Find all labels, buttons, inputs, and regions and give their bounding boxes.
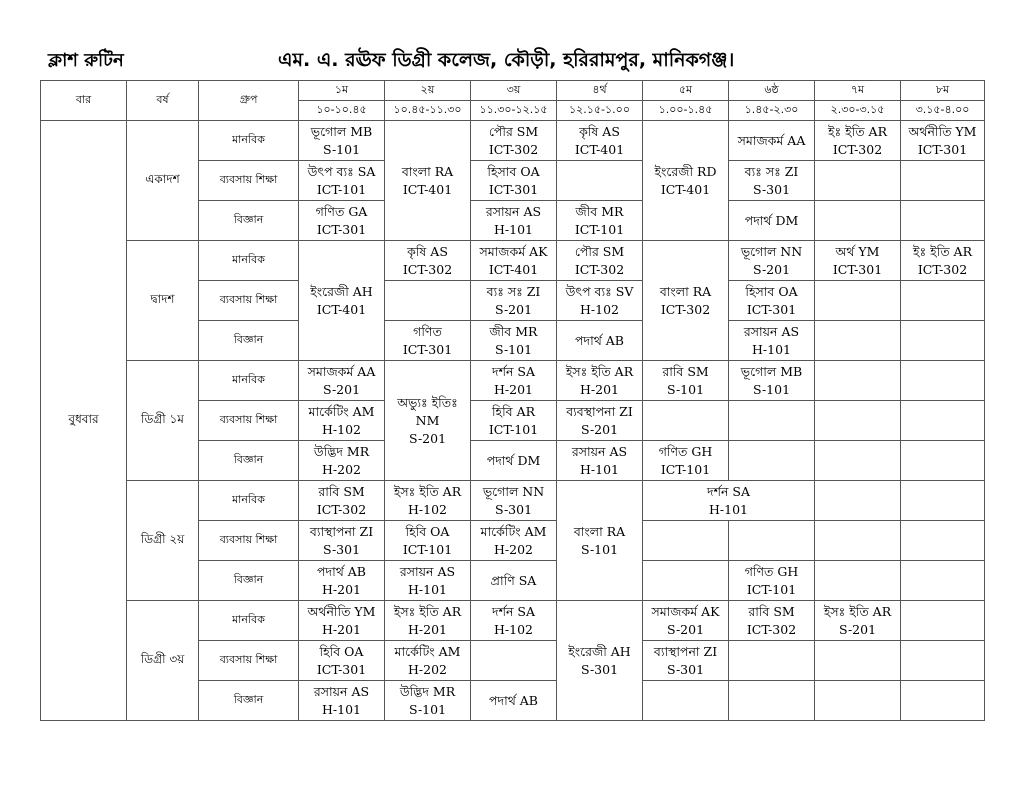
class-cell bbox=[729, 441, 815, 481]
class-cell: রসায়ন AS H-101 bbox=[471, 201, 557, 241]
class-cell: হিবি AR ICT-101 bbox=[471, 401, 557, 441]
group-label: মানবিক bbox=[199, 481, 299, 521]
class-cell: ব্যঃ সঃ ZI S-201 bbox=[471, 281, 557, 321]
class-cell bbox=[471, 641, 557, 681]
class-cell: পদার্থ AB bbox=[557, 321, 643, 361]
period-name: ৩য় bbox=[471, 81, 557, 101]
class-cell bbox=[643, 521, 729, 561]
period-name: ৭ম bbox=[815, 81, 901, 101]
class-cell: ভূগোল MB S-101 bbox=[729, 361, 815, 401]
period-time: ১.৪৫-২.৩০ bbox=[729, 101, 815, 121]
class-cell: রসায়ন AS H-101 bbox=[557, 441, 643, 481]
class-cell: পৌর SM ICT-302 bbox=[471, 121, 557, 161]
group-label: ব্যবসায় শিক্ষা bbox=[199, 521, 299, 561]
day-label: বুধবার bbox=[41, 121, 127, 721]
class-cell: ইসঃ ইতি AR H-201 bbox=[557, 361, 643, 401]
group-label: মানবিক bbox=[199, 601, 299, 641]
class-cell bbox=[815, 281, 901, 321]
period-name: ৬ষ্ঠ bbox=[729, 81, 815, 101]
group-label: মানবিক bbox=[199, 241, 299, 281]
period-time: ১০.৪৫-১১.৩০ bbox=[385, 101, 471, 121]
class-cell: হিবি OA ICT-101 bbox=[385, 521, 471, 561]
period-time: ২.৩০-৩.১৫ bbox=[815, 101, 901, 121]
class-cell: কৃষি AS ICT-401 bbox=[557, 121, 643, 161]
class-cell: রাবি SM ICT-302 bbox=[729, 601, 815, 641]
class-cell bbox=[815, 161, 901, 201]
class-cell bbox=[643, 681, 729, 721]
class-cell: ভূগোল NN S-201 bbox=[729, 241, 815, 281]
class-cell: অভ্যুঃ ইতিঃ NM S-201 bbox=[385, 361, 471, 481]
class-cell bbox=[815, 441, 901, 481]
class-cell: ইসঃ ইতি AR S-201 bbox=[815, 601, 901, 641]
class-cell: ব্যাস্থাপনা ZI S-301 bbox=[299, 521, 385, 561]
year-label: একাদশ bbox=[127, 121, 199, 241]
class-cell: ভূগোল MB S-101 bbox=[299, 121, 385, 161]
class-cell bbox=[815, 321, 901, 361]
class-cell bbox=[385, 281, 471, 321]
class-cell bbox=[815, 641, 901, 681]
class-cell bbox=[901, 601, 985, 641]
class-cell: অর্থনীতি YM H-201 bbox=[299, 601, 385, 641]
group-label: মানবিক bbox=[199, 121, 299, 161]
class-cell: ইংরেজী AH ICT-401 bbox=[299, 241, 385, 361]
period-time: ১.০০-১.৪৫ bbox=[643, 101, 729, 121]
class-cell: বাংলা RA S-101 bbox=[557, 481, 643, 601]
period-name: ১ম bbox=[299, 81, 385, 101]
class-cell bbox=[557, 161, 643, 201]
col-header-group: গ্রুপ bbox=[199, 81, 299, 121]
year-label: ডিগ্রী ১ম bbox=[127, 361, 199, 481]
class-cell: মার্কেটিং AM H-102 bbox=[299, 401, 385, 441]
group-label: ব্যবসায় শিক্ষা bbox=[199, 281, 299, 321]
period-name: ৪র্থ bbox=[557, 81, 643, 101]
year-label: ডিগ্রী ৩য় bbox=[127, 601, 199, 721]
class-cell: গণিত ICT-301 bbox=[385, 321, 471, 361]
class-cell: পদার্থ DM bbox=[729, 201, 815, 241]
group-label: ব্যবসায় শিক্ষা bbox=[199, 161, 299, 201]
class-cell: রসায়ন AS H-101 bbox=[729, 321, 815, 361]
class-cell: উদ্ভিদ MR S-101 bbox=[385, 681, 471, 721]
class-cell: দর্শন SA H-201 bbox=[471, 361, 557, 401]
class-cell: অর্থ YM ICT-301 bbox=[815, 241, 901, 281]
class-cell bbox=[729, 401, 815, 441]
class-cell bbox=[901, 161, 985, 201]
class-cell bbox=[901, 401, 985, 441]
class-cell: সমাজকর্ম AA bbox=[729, 121, 815, 161]
class-cell: ইঃ ইতি AR ICT-302 bbox=[901, 241, 985, 281]
group-label: বিজ্ঞান bbox=[199, 441, 299, 481]
class-cell: ইংরেজী AH S-301 bbox=[557, 601, 643, 721]
class-cell: ব্যবস্থাপনা ZI S-201 bbox=[557, 401, 643, 441]
class-cell: পৌর SM ICT-302 bbox=[557, 241, 643, 281]
class-cell bbox=[901, 321, 985, 361]
class-cell: রসায়ন AS H-101 bbox=[385, 561, 471, 601]
class-cell: দর্শন SA H-101 bbox=[643, 481, 815, 521]
class-routine-table bbox=[40, 80, 985, 721]
routine-label: ক্লাশ রুটিন bbox=[48, 50, 124, 71]
class-cell: ইঃ ইতি AR ICT-302 bbox=[815, 121, 901, 161]
class-cell bbox=[901, 641, 985, 681]
class-cell bbox=[815, 201, 901, 241]
class-cell bbox=[815, 401, 901, 441]
class-cell: ইংরেজী RD ICT-401 bbox=[643, 121, 729, 241]
class-cell bbox=[815, 481, 901, 521]
class-cell: পদার্থ AB bbox=[471, 681, 557, 721]
class-cell: সমাজকর্ম AA S-201 bbox=[299, 361, 385, 401]
class-cell: ভূগোল NN S-301 bbox=[471, 481, 557, 521]
col-header-year: বর্ষ bbox=[127, 81, 199, 121]
class-cell: গণিত GA ICT-301 bbox=[299, 201, 385, 241]
class-cell: ব্যঃ সঃ ZI S-301 bbox=[729, 161, 815, 201]
period-time: ১২.১৫-১.০০ bbox=[557, 101, 643, 121]
group-label: বিজ্ঞান bbox=[199, 561, 299, 601]
class-cell bbox=[729, 681, 815, 721]
period-name: ৮ম bbox=[901, 81, 985, 101]
class-cell: রসায়ন AS H-101 bbox=[299, 681, 385, 721]
class-cell: রাবি SM ICT-302 bbox=[299, 481, 385, 521]
class-cell bbox=[815, 521, 901, 561]
class-cell bbox=[729, 521, 815, 561]
class-cell: দর্শন SA H-102 bbox=[471, 601, 557, 641]
class-cell: পদার্থ DM bbox=[471, 441, 557, 481]
period-time: ১১.৩০-১২.১৫ bbox=[471, 101, 557, 121]
period-name: ৫ম bbox=[643, 81, 729, 101]
class-cell bbox=[901, 521, 985, 561]
class-cell: হিসাব OA ICT-301 bbox=[729, 281, 815, 321]
class-cell bbox=[815, 561, 901, 601]
group-label: মানবিক bbox=[199, 361, 299, 401]
class-cell bbox=[729, 641, 815, 681]
class-cell: ইসঃ ইতি AR H-102 bbox=[385, 481, 471, 521]
class-cell: রাবি SM S-101 bbox=[643, 361, 729, 401]
group-label: ব্যবসায় শিক্ষা bbox=[199, 641, 299, 681]
col-header-day: বার bbox=[41, 81, 127, 121]
year-label: ডিগ্রী ২য় bbox=[127, 481, 199, 601]
class-cell: হিবি OA ICT-301 bbox=[299, 641, 385, 681]
period-time: ৩.১৫-৪.০০ bbox=[901, 101, 985, 121]
class-cell: বাংলা RA ICT-302 bbox=[643, 241, 729, 361]
class-cell bbox=[643, 561, 729, 601]
class-cell bbox=[901, 281, 985, 321]
class-cell: প্রাণি SA bbox=[471, 561, 557, 601]
class-cell bbox=[815, 681, 901, 721]
class-cell bbox=[901, 681, 985, 721]
class-cell: উৎপ ব্যঃ SV H-102 bbox=[557, 281, 643, 321]
group-label: ব্যবসায় শিক্ষা bbox=[199, 401, 299, 441]
period-name: ২য় bbox=[385, 81, 471, 101]
class-cell: মার্কেটিং AM H-202 bbox=[471, 521, 557, 561]
class-cell: সমাজকর্ম AK ICT-401 bbox=[471, 241, 557, 281]
class-cell: ইসঃ ইতি AR H-201 bbox=[385, 601, 471, 641]
class-cell: সমাজকর্ম AK S-201 bbox=[643, 601, 729, 641]
class-cell: জীব MR S-101 bbox=[471, 321, 557, 361]
class-cell: উদ্ভিদ MR H-202 bbox=[299, 441, 385, 481]
class-cell: গণিত GH ICT-101 bbox=[729, 561, 815, 601]
class-cell: পদার্থ AB H-201 bbox=[299, 561, 385, 601]
class-cell: গণিত GH ICT-101 bbox=[643, 441, 729, 481]
college-title: এম. এ. রঊফ ডিগ্রী কলেজ, কৌড়ী, হরিরামপুর, মানিকগঞ্জ। bbox=[278, 49, 735, 71]
group-label: বিজ্ঞান bbox=[199, 321, 299, 361]
year-label: দ্বাদশ bbox=[127, 241, 199, 361]
class-cell: উৎপ ব্যঃ SA ICT-101 bbox=[299, 161, 385, 201]
class-cell: মার্কেটিং AM H-202 bbox=[385, 641, 471, 681]
class-cell: কৃষি AS ICT-302 bbox=[385, 241, 471, 281]
period-time: ১০-১০.৪৫ bbox=[299, 101, 385, 121]
class-cell bbox=[901, 441, 985, 481]
class-cell: ব্যাস্থাপনা ZI S-301 bbox=[643, 641, 729, 681]
class-cell bbox=[901, 481, 985, 521]
class-cell: হিসাব OA ICT-301 bbox=[471, 161, 557, 201]
class-cell bbox=[815, 361, 901, 401]
class-cell: অর্থনীতি YM ICT-301 bbox=[901, 121, 985, 161]
class-cell: জীব MR ICT-101 bbox=[557, 201, 643, 241]
group-label: বিজ্ঞান bbox=[199, 201, 299, 241]
class-cell bbox=[643, 401, 729, 441]
group-label: বিজ্ঞান bbox=[199, 681, 299, 721]
class-cell bbox=[901, 201, 985, 241]
class-cell bbox=[901, 361, 985, 401]
class-cell: বাংলা RA ICT-401 bbox=[385, 121, 471, 241]
class-cell bbox=[901, 561, 985, 601]
